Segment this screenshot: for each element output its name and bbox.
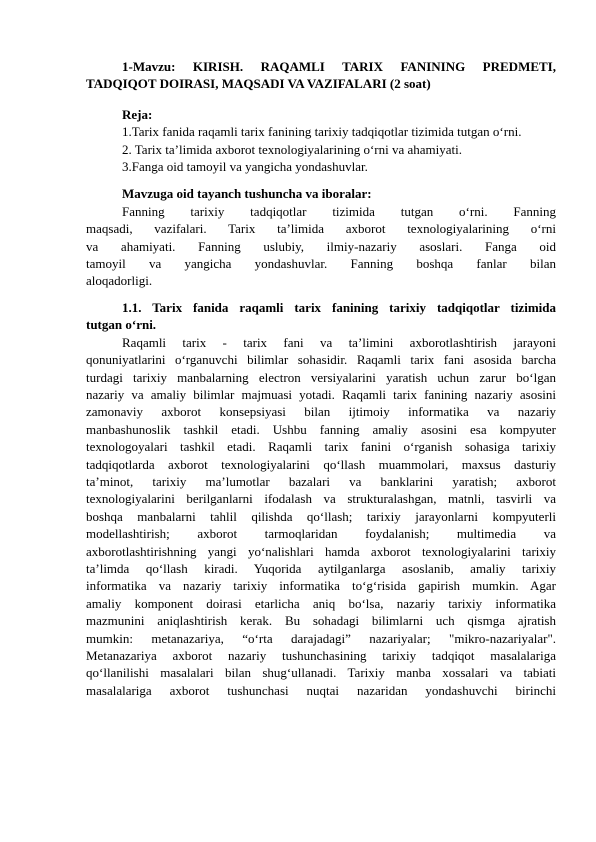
body-line: mumkin: metanazariya, “o‘rta darajadagi” nazariyalar; "mikro-nazariyalar". bbox=[86, 630, 556, 646]
body-line: mazmunini aniqlashtirish kerak. Bu sohadagi bilimlarni uch qismga ajratish bbox=[86, 613, 556, 629]
spacer bbox=[86, 290, 556, 299]
body-line: qo‘llanilishi masalalari bilan shug‘ullanadi. Tarixiy manba xossalari va tabiati bbox=[86, 665, 556, 681]
concepts-line: va ahamiyati. Fanning uslubiy, ilmiy-nazariy asoslari. Fanga oid bbox=[86, 238, 556, 254]
concepts-line: tamoyil va yangicha yondashuvlar. Fanning boshqa fanlar bilan bbox=[86, 256, 556, 272]
concepts-line: Fanning tarixiy tadqiqotlar tizimida tutgan o‘rni. Fanning bbox=[122, 203, 556, 219]
concepts-line: maqsadi, vazifalari. Tarix ta’limida axborot texnologiyalarining o‘rni bbox=[86, 221, 556, 237]
section-heading-line-1: 1.1. Tarix fanida raqamli tarix fanining tarixiy tadqiqotlar tizimida bbox=[122, 299, 556, 315]
body-line: tadqiqotlarda axborot texnologiyalarini qo‘llash muammolari, maxsus dasturiy bbox=[86, 456, 556, 472]
body-line: manbashunoslik tashkil etadi. Ushbu fanning amaliy asosini esa kompyuter bbox=[86, 421, 556, 437]
topic-title-line-1: 1-Mavzu: KIRISH. RAQAMLI TARIX FANINING PREDMETI, bbox=[122, 59, 556, 74]
body-line: amaliy komponent doirasi etarlicha aniq bo‘lsa, nazariy tarixiy informatika bbox=[86, 595, 556, 611]
body-line: Raqamli tarix - tarix fani va ta’limini axborotlashtirish jarayoni bbox=[122, 334, 556, 350]
concepts-line: aloqadorligi. bbox=[86, 273, 153, 289]
page-content bbox=[86, 58, 556, 699]
concepts-heading: Mavzuga oid tayanch tushuncha va iboralar: bbox=[122, 186, 372, 202]
body-line: texnologoyalari tashkil etadi. Raqamli tarix fanini o‘rganish sohasiga tarixiy bbox=[86, 439, 556, 455]
section-heading-line-2: tutgan o‘rni. bbox=[86, 317, 157, 333]
plan-item-2: 2. Tarix ta’limida axborot texnologiyalarining o‘rni va ahamiyati. bbox=[122, 141, 463, 157]
plan-heading: Reja: bbox=[122, 106, 153, 122]
body-line: masalalariga axborot tushunchasi nuqtai nazaridan yondashuvchi birinchi bbox=[86, 682, 556, 698]
topic-title-line-2: TADQIQOT DOIRASI, MAQSADI VA VAZIFALARI (2 soat) bbox=[86, 76, 431, 92]
body-line: modellashtirish; axborot tarmoqlaridan foydalanish; multimedia va bbox=[86, 526, 556, 542]
spacer bbox=[86, 175, 556, 185]
plan-item-1: 1.Tarix fanida raqamli tarix fanining tarixiy tadqiqotlar tizimida tutgan o‘rni. bbox=[122, 124, 522, 140]
body-line: ta’minot, tarixiy ma’lumotlar bazalari va banklarini yaratish; axborot bbox=[86, 473, 556, 489]
plan-item-3: 3.Fanga oid tamoyil va yangicha yondashuvlar. bbox=[122, 159, 368, 175]
body-line: texnologiyalarini berilganlarni ifodalash va strukturalashgan, matnli, tasvirli va bbox=[86, 491, 556, 507]
body-line: ta’limda qo‘llash kiradi. Yuqorida aytilganlarga asoslanib, amaliy tarixiy bbox=[86, 560, 556, 576]
body-line: axborotlashtirishning yangi yo‘nalishlari hamda axborot texnologiyalarini tarixiy bbox=[86, 543, 556, 559]
body-line: informatika va nazariy tarixiy informatika to‘g‘risida gapirish mumkin. Agar bbox=[86, 578, 556, 594]
body-line: nazariy va amaliy bilimlar majmuasi yotadi. Raqamli tarix fanining nazariy asosini bbox=[86, 386, 556, 402]
body-line: qonuniyatlarini o‘rganuvchi bilimlar sohasidir. Raqamli tarix fani asosida barcha bbox=[86, 352, 556, 368]
body-line: zamonaviy axborot konsepsiyasi bilan ijtimoiy informatika va nazariy bbox=[86, 404, 556, 420]
body-line: boshqa manbalarni tahlil qilishda qo‘llash; tarixiy jarayonlarni kompyuterli bbox=[86, 508, 556, 524]
body-line: Metanazariya axborot nazariy tushunchasining tarixiy tadqiqot masalalariga bbox=[86, 648, 556, 663]
body-line: turdagi tarixiy manbalarning electron versiyalarini yaratish uchun zarur bo‘lgan bbox=[86, 369, 556, 385]
